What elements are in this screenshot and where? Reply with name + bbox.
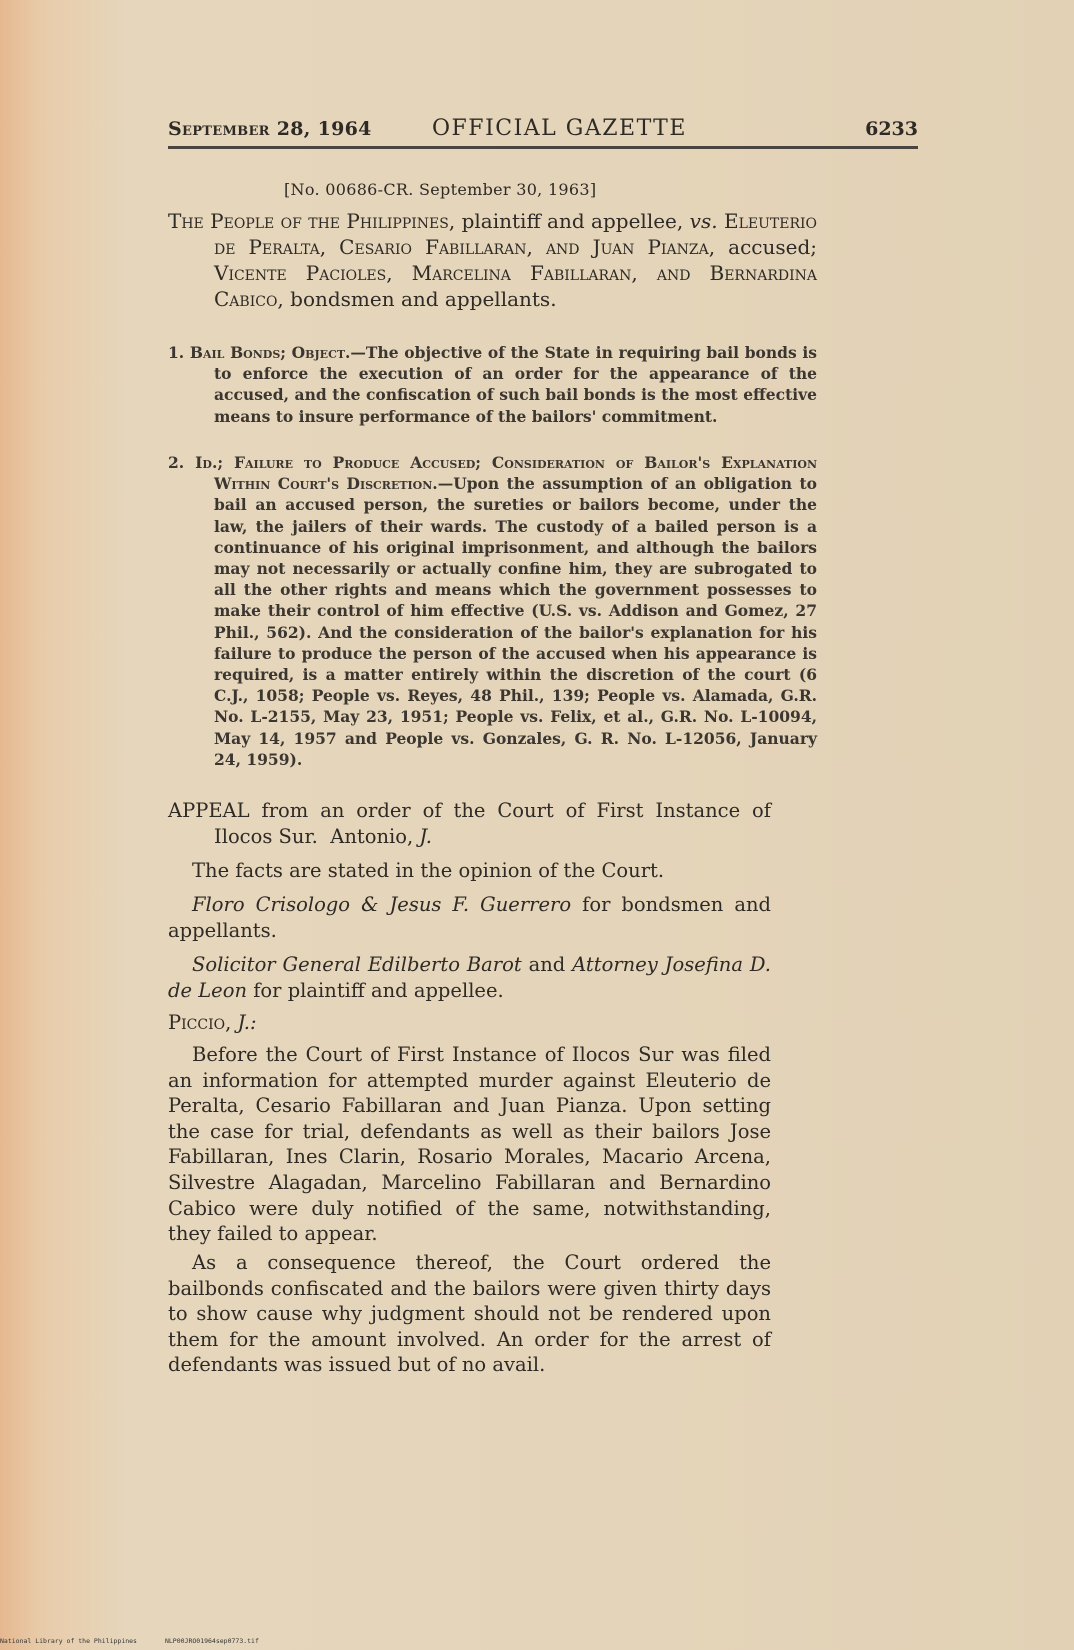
syllabus-text: —The objective of the State in requiring bail bonds is to enforce the execution of an order for the appearance of the accused, and the confiscation of such bail bonds is the most effective means to insure performance of the bailors' commitment. bbox=[214, 343, 817, 426]
counsel-names: Floro Crisologo & Jesus F. Guerrero bbox=[192, 893, 572, 916]
syllabus-item bbox=[168, 342, 817, 427]
appeal-judge: Antonio, bbox=[330, 824, 414, 848]
ponente-name: Piccio, bbox=[168, 1011, 232, 1034]
opinion-paragraph: As a consequence thereof, the Court ordered the bailbonds confiscated and the bailors were given thirty days to show cause why judgment should not be rendered upon them for the amount involved. An order for the arrest of defendants was issued but of no avail. bbox=[168, 1251, 771, 1377]
header-date: September 28, 1964 bbox=[168, 118, 372, 140]
syllabus-heading: Bail Bonds; Object. bbox=[189, 343, 351, 362]
counsel-role: for plaintiff and appellee. bbox=[247, 978, 504, 1002]
syllabus-number: 2. bbox=[168, 453, 185, 472]
syllabus-number: 1. bbox=[168, 343, 185, 362]
facts-statement: The facts are stated in the opinion of the Court. bbox=[192, 859, 665, 882]
appeal-text: APPEAL from an order of the Court of First Instance of Ilocos Sur. bbox=[168, 799, 771, 848]
case-number: [No. 00686-CR. September 30, 1963] bbox=[284, 180, 597, 199]
counsel-appellants bbox=[168, 892, 771, 943]
page-header bbox=[168, 116, 918, 149]
versus: vs. bbox=[689, 209, 718, 233]
ponente-title: J.: bbox=[237, 1011, 257, 1034]
accused-role: , accused; bbox=[708, 235, 818, 259]
publication-title: OFFICIAL GAZETTE bbox=[432, 116, 687, 141]
scan-footer bbox=[0, 1637, 287, 1645]
plaintiff-role: , plaintiff and appellee, bbox=[448, 209, 684, 233]
bondsmen-names: Vicente Pacioles, Marcelina Fabillaran, and Bernardina Cabico bbox=[214, 261, 817, 311]
scan-filename: NLP00JRO01964sep0773.tif bbox=[164, 1637, 259, 1645]
ponente bbox=[168, 1010, 771, 1036]
syllabus-heading: Id.; Failure to Produce Accused; Consideration of Bailor's Explanation Within Court's Discretion. bbox=[195, 453, 817, 494]
accused-names: Eleuterio de Peralta, Cesario Fabillaran, and Juan Pianza bbox=[214, 209, 818, 259]
opinion-paragraph: Before the Court of First Instance of Ilocos Sur was filed an information for attempted murder against Eleuterio de Peralta, Cesario Fabillaran and Juan Pianza. Upon setting the case for trial, defendants as well as their bailors Jose Fabillaran, Ines Clarin, Rosario Morales, Macario Arcena, Silvestre Alagadan, Marcelino Fabillaran and Bernardino Cabico were duly notified of the same, notwithstanding, they failed to appear. bbox=[168, 1043, 771, 1246]
library-name: National Library of the Philippines bbox=[0, 1637, 137, 1645]
page-number: 6233 bbox=[865, 118, 918, 140]
case-parties bbox=[168, 208, 817, 312]
appeal-judge-initial: J. bbox=[419, 824, 432, 848]
syllabus-item bbox=[168, 452, 817, 770]
counsel-conjunction: and bbox=[521, 953, 573, 976]
bondsmen-role: , bondsmen and appellants. bbox=[277, 287, 557, 311]
plaintiff-name: The People of the Philippines bbox=[168, 209, 449, 233]
syllabus-text: —Upon the assumption of an obligation to bail an accused person, the sureties or bailors become, under the law, the jailers of their wards. The custody of a bailed person is a continuance of his original imprisonment, and although the bailors may not necessarily or actually confine him, they are subrogated to all the other rights and means which the government possesses to make their control of him effective (U.S. vs. Addison and Gomez, 27 Phil., 562). And the consideration of the bailor's explanation for his failure to produce the person of the accused when his appearance is required, is a matter entirely within the discretion of the court (6 C.J., 1058; People vs. Reyes, 48 Phil., 139; People vs. Alamada, G.R. No. L-2155, May 23, 1951; People vs. Felix, et al., G.R. No. L-10094, May 14, 1957 and People vs. Gonzales, G. R. No. L-12056, January 24, 1959). bbox=[214, 474, 817, 769]
counsel-appellee bbox=[168, 952, 771, 1003]
counsel-role: for bondsmen and appellants. bbox=[168, 893, 771, 942]
appeal-line bbox=[168, 798, 771, 849]
counsel-names: Attorney Josefina D. de Leon bbox=[168, 953, 771, 1002]
counsel-names: Solicitor General Edilberto Barot bbox=[192, 953, 522, 976]
